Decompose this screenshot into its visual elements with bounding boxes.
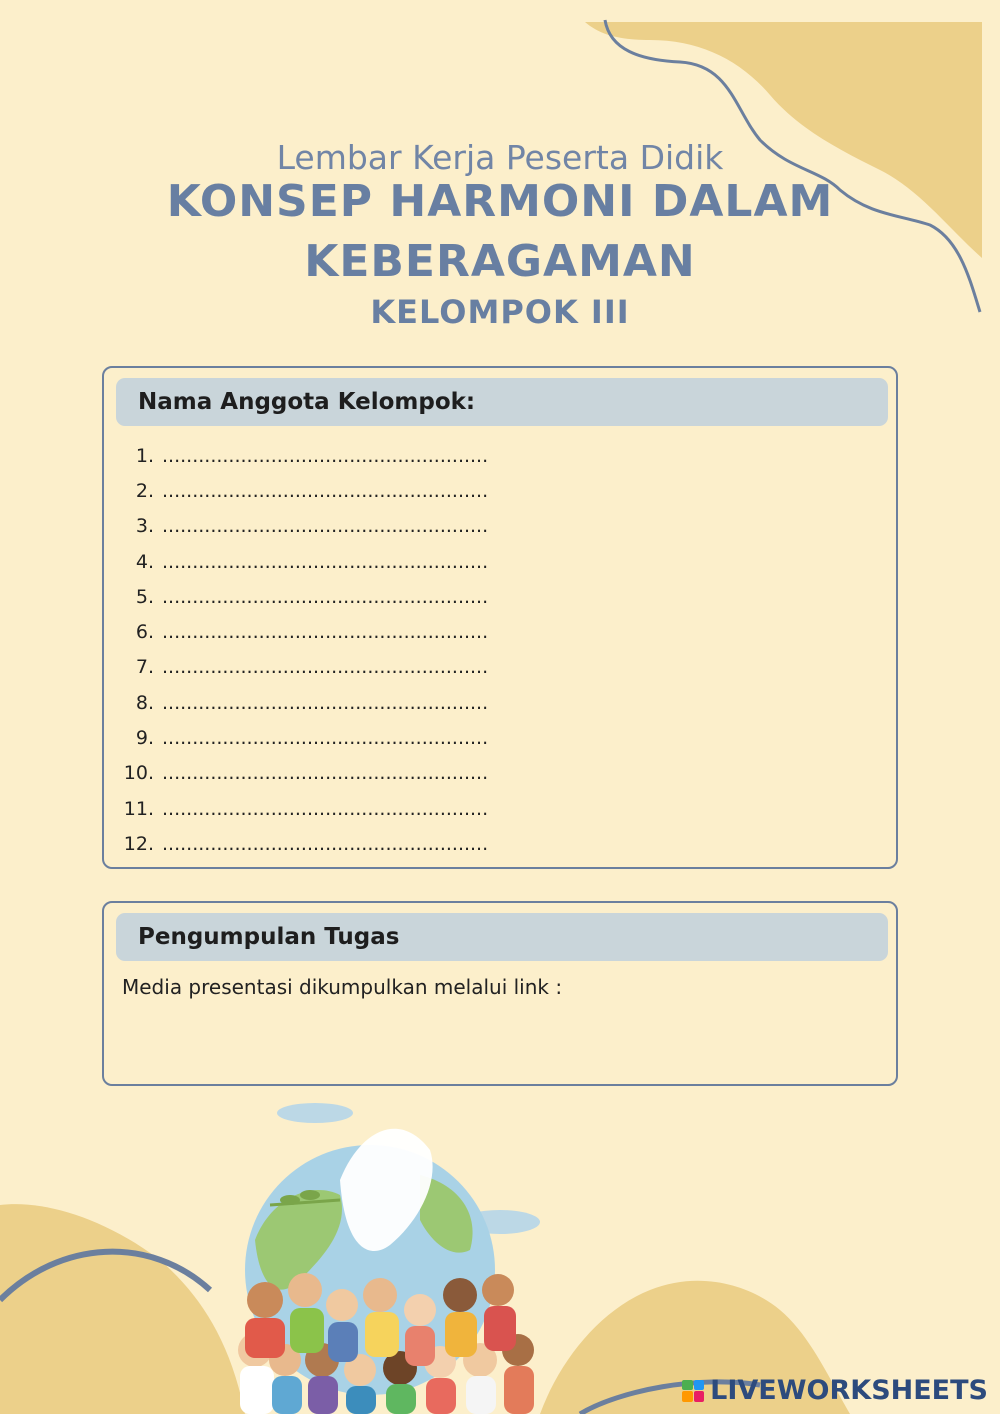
member-number: 7. bbox=[135, 656, 154, 679]
member-number: 6. bbox=[135, 621, 154, 644]
member-row bbox=[104, 473, 896, 508]
member-name-blank[interactable]: ...................................................... bbox=[162, 515, 489, 538]
member-name-blank[interactable]: ...................................................... bbox=[162, 550, 489, 573]
member-name-blank[interactable]: ...................................................... bbox=[162, 621, 489, 644]
liveworksheets-watermark bbox=[682, 1375, 988, 1406]
member-row bbox=[104, 544, 896, 579]
member-name-blank[interactable]: ...................................................... bbox=[162, 479, 489, 502]
liveworksheets-logo-icon bbox=[682, 1380, 704, 1402]
member-name-blank[interactable]: ...................................................... bbox=[162, 797, 489, 820]
member-number: 8. bbox=[135, 691, 154, 714]
member-row bbox=[104, 791, 896, 826]
submission-instruction: Media presentasi dikumpulkan melalui link : bbox=[122, 975, 563, 999]
member-number: 12. bbox=[123, 832, 154, 855]
member-number: 4. bbox=[135, 550, 154, 573]
watermark-text: LIVEWORKSHEETS bbox=[710, 1375, 988, 1406]
member-name-blank[interactable]: ...................................................... bbox=[162, 832, 489, 855]
group-label: KELOMPOK III bbox=[370, 293, 630, 331]
member-name-blank[interactable]: ...................................................... bbox=[162, 656, 489, 679]
diverse-people-globe-dove-illustration-icon bbox=[238, 1103, 540, 1414]
member-row bbox=[104, 438, 896, 473]
member-name-blank[interactable]: ...................................................... bbox=[162, 585, 489, 608]
worksheet-subtitle: Lembar Kerja Peserta Didik bbox=[276, 138, 724, 177]
member-number: 1. bbox=[135, 444, 154, 467]
submission-panel bbox=[102, 901, 898, 1086]
member-name-blank[interactable]: ...................................................... bbox=[162, 727, 489, 750]
members-heading: Nama Anggota Kelompok: bbox=[116, 378, 888, 426]
member-name-blank[interactable]: ...................................................... bbox=[162, 762, 489, 785]
members-list bbox=[104, 438, 896, 862]
member-name-blank[interactable]: ...................................................... bbox=[162, 691, 489, 714]
member-row bbox=[104, 756, 896, 791]
member-row bbox=[104, 720, 896, 755]
member-number: 9. bbox=[135, 727, 154, 750]
member-number: 10. bbox=[123, 762, 154, 785]
member-name-blank[interactable]: ...................................................... bbox=[162, 444, 489, 467]
member-number: 3. bbox=[135, 515, 154, 538]
member-row bbox=[104, 826, 896, 861]
member-row bbox=[104, 614, 896, 649]
submission-heading: Pengumpulan Tugas bbox=[116, 913, 888, 961]
member-row bbox=[104, 685, 896, 720]
member-row bbox=[104, 509, 896, 544]
title-line-2: KEBERAGAMAN bbox=[304, 236, 696, 287]
members-panel bbox=[102, 366, 898, 869]
member-number: 11. bbox=[123, 797, 154, 820]
title-line-1: KONSEP HARMONI DALAM bbox=[166, 176, 834, 227]
member-number: 5. bbox=[135, 585, 154, 608]
member-row bbox=[104, 579, 896, 614]
member-row bbox=[104, 650, 896, 685]
member-number: 2. bbox=[135, 479, 154, 502]
